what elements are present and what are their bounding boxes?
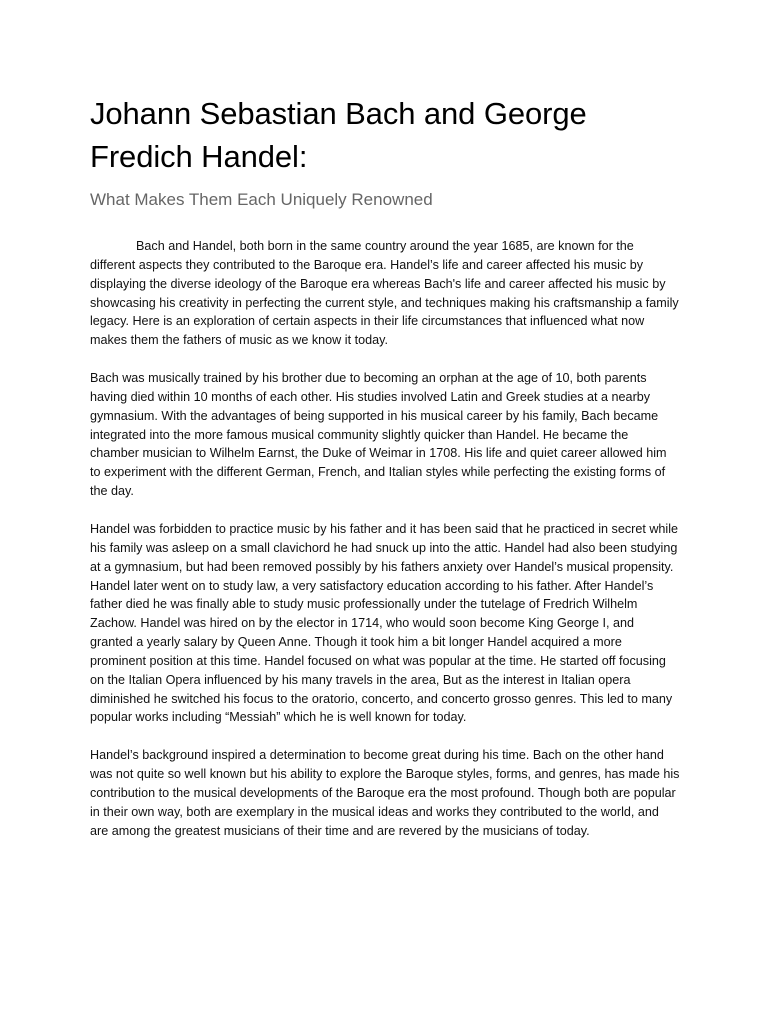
bach-paragraph: Bach was musically trained by his brother due to becoming an orphan at the age of 10, both parents having died within 10 months of each other. His studies involved Latin and Greek studies at a nearby gymnasium. With the advantages of being supported in his musical career by his family, Bach became integrated into the more famous musical community slightly quicker than Handel. He became the chamber musician to Wilhelm Earnst, the Duke of Weimar in 1708. His life and quiet career allowed him to experiment with the different German, French, and Italian styles while perfecting the existing forms of the day.	[90, 371, 667, 499]
document-title: Johann Sebastian Bach and George Fredich Handel:	[90, 96, 587, 174]
handel-paragraph: Handel was forbidden to practice music by his father and it has been said that he practiced in secret while his family was asleep on a small clavichord he had snuck up into the attic. Handel had also been studying at a gymnasium, but had been removed possibly by his fathers anxiety over Handel’s musical propensity. Handel later went on to study law, a very satisfactory education according to his father. After Handel’s father died he was finally able to study music professionally under the tutelage of Fredrich Wilhelm Zachow. Handel was hired on by the elector in 1714, who would soon become King George I, and granted a yearly salary by Queen Anne. Though it took him a bit longer Handel acquired a more prominent position at this time. Handel focused on what was popular at the time. He started off focusing on the Italian Opera influenced by his many travels in the area, But as the interest in Italian opera diminished he switched his focus to the oratorio, concerto, and concerto grosso genres. This led to many popular works including “Messiah” which he is well known for today.	[90, 521, 679, 725]
document-subtitle: What Makes Them Each Uniquely Renowned	[90, 190, 433, 209]
conclusion-paragraph: Handel’s background inspired a determination to become great during his time. Bach on the other hand was not quite so well known but his ability to explore the Baroque styles, forms, and genres, has made his contribution to the musical developments of the Baroque era the most profound. Though both are popular in their own way, both are exemplary in the musical ideas and works they contributed to the world, and are among the greatest musicians of their time and are revered by the musicians of today.	[90, 748, 680, 838]
document-body	[90, 237, 680, 840]
intro-paragraph: Bach and Handel, both born in the same country around the year 1685, are known for the different aspects they contributed to the Baroque era. Handel’s life and career affected his music by displaying the diverse ideology of the Baroque era whereas Bach's life and career affected his music by showcasing his creativity in perfecting the current style, and techniques making his craftsmanship a family legacy. Here is an exploration of certain aspects in their life circumstances that influenced what now makes them the fathers of music as we know it today.	[90, 239, 679, 348]
document-page	[90, 92, 680, 859]
